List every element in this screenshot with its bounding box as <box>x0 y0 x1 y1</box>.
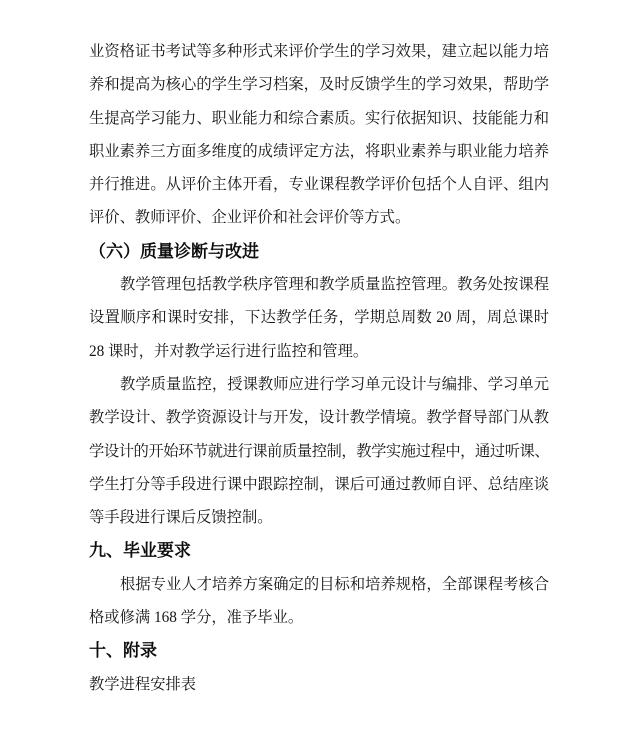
section-heading-10: 十、附录 <box>89 641 157 661</box>
paragraph-line: 教学管理包括教学秩序管理和教学质量监控管理。教务处按课程 <box>120 276 549 294</box>
paragraph-line: 设置顺序和课时安排，下达教学任务，学期总周数 20 周，周总课时 <box>89 309 549 327</box>
section-heading-9: 九、毕业要求 <box>89 541 191 561</box>
paragraph-line: 业资格证书考试等多种形式来评价学生的学习效果，建立起以能力培 <box>89 43 549 60</box>
paragraph-line: 教学设计、教学资源设计与开发，设计教学情境。教学督导部门从教 <box>89 409 549 427</box>
paragraph-line: 学设计的开始环节就进行课前质量控制，教学实施过程中，通过听课、 <box>89 442 549 460</box>
paragraph-line: 28 课时，并对教学运行进行监控和管理。 <box>89 342 369 360</box>
paragraph-line: 格或修满 168 学分，准予毕业。 <box>89 609 304 627</box>
paragraph-line: 生提高学习能力、职业能力和综合素质。实行依据知识、技能能力和 <box>89 109 549 127</box>
paragraph-line: 养和提高为核心的学生学习档案，及时反馈学生的学习效果，帮助学 <box>89 76 549 94</box>
paragraph-line: 职业素养三方面多维度的成绩评定方法，将职业素养与职业能力培养 <box>89 142 549 160</box>
section-heading-6: （六）质量诊断与改进 <box>89 241 259 261</box>
paragraph-line: 教学质量监控，授课教师应进行学习单元设计与编排、学习单元 <box>120 375 549 393</box>
paragraph-line: 评价、教师评价、企业评价和社会评价等方式。 <box>89 209 411 227</box>
paragraph-line: 根据专业人才培养方案确定的目标和培养规格，全部课程考核合 <box>120 575 549 593</box>
paragraph-line: 教学进程安排表 <box>89 675 197 693</box>
paragraph-line: 并行推进。从评价主体开看，专业课程教学评价包括个人自评、组内 <box>89 176 549 194</box>
paragraph-line: 学生打分等手段进行课中跟踪控制，课后可通过教师自评、总结座谈 <box>89 475 549 493</box>
paragraph-line: 等手段进行课后反馈控制。 <box>89 509 273 527</box>
document-text-block <box>89 35 549 701</box>
